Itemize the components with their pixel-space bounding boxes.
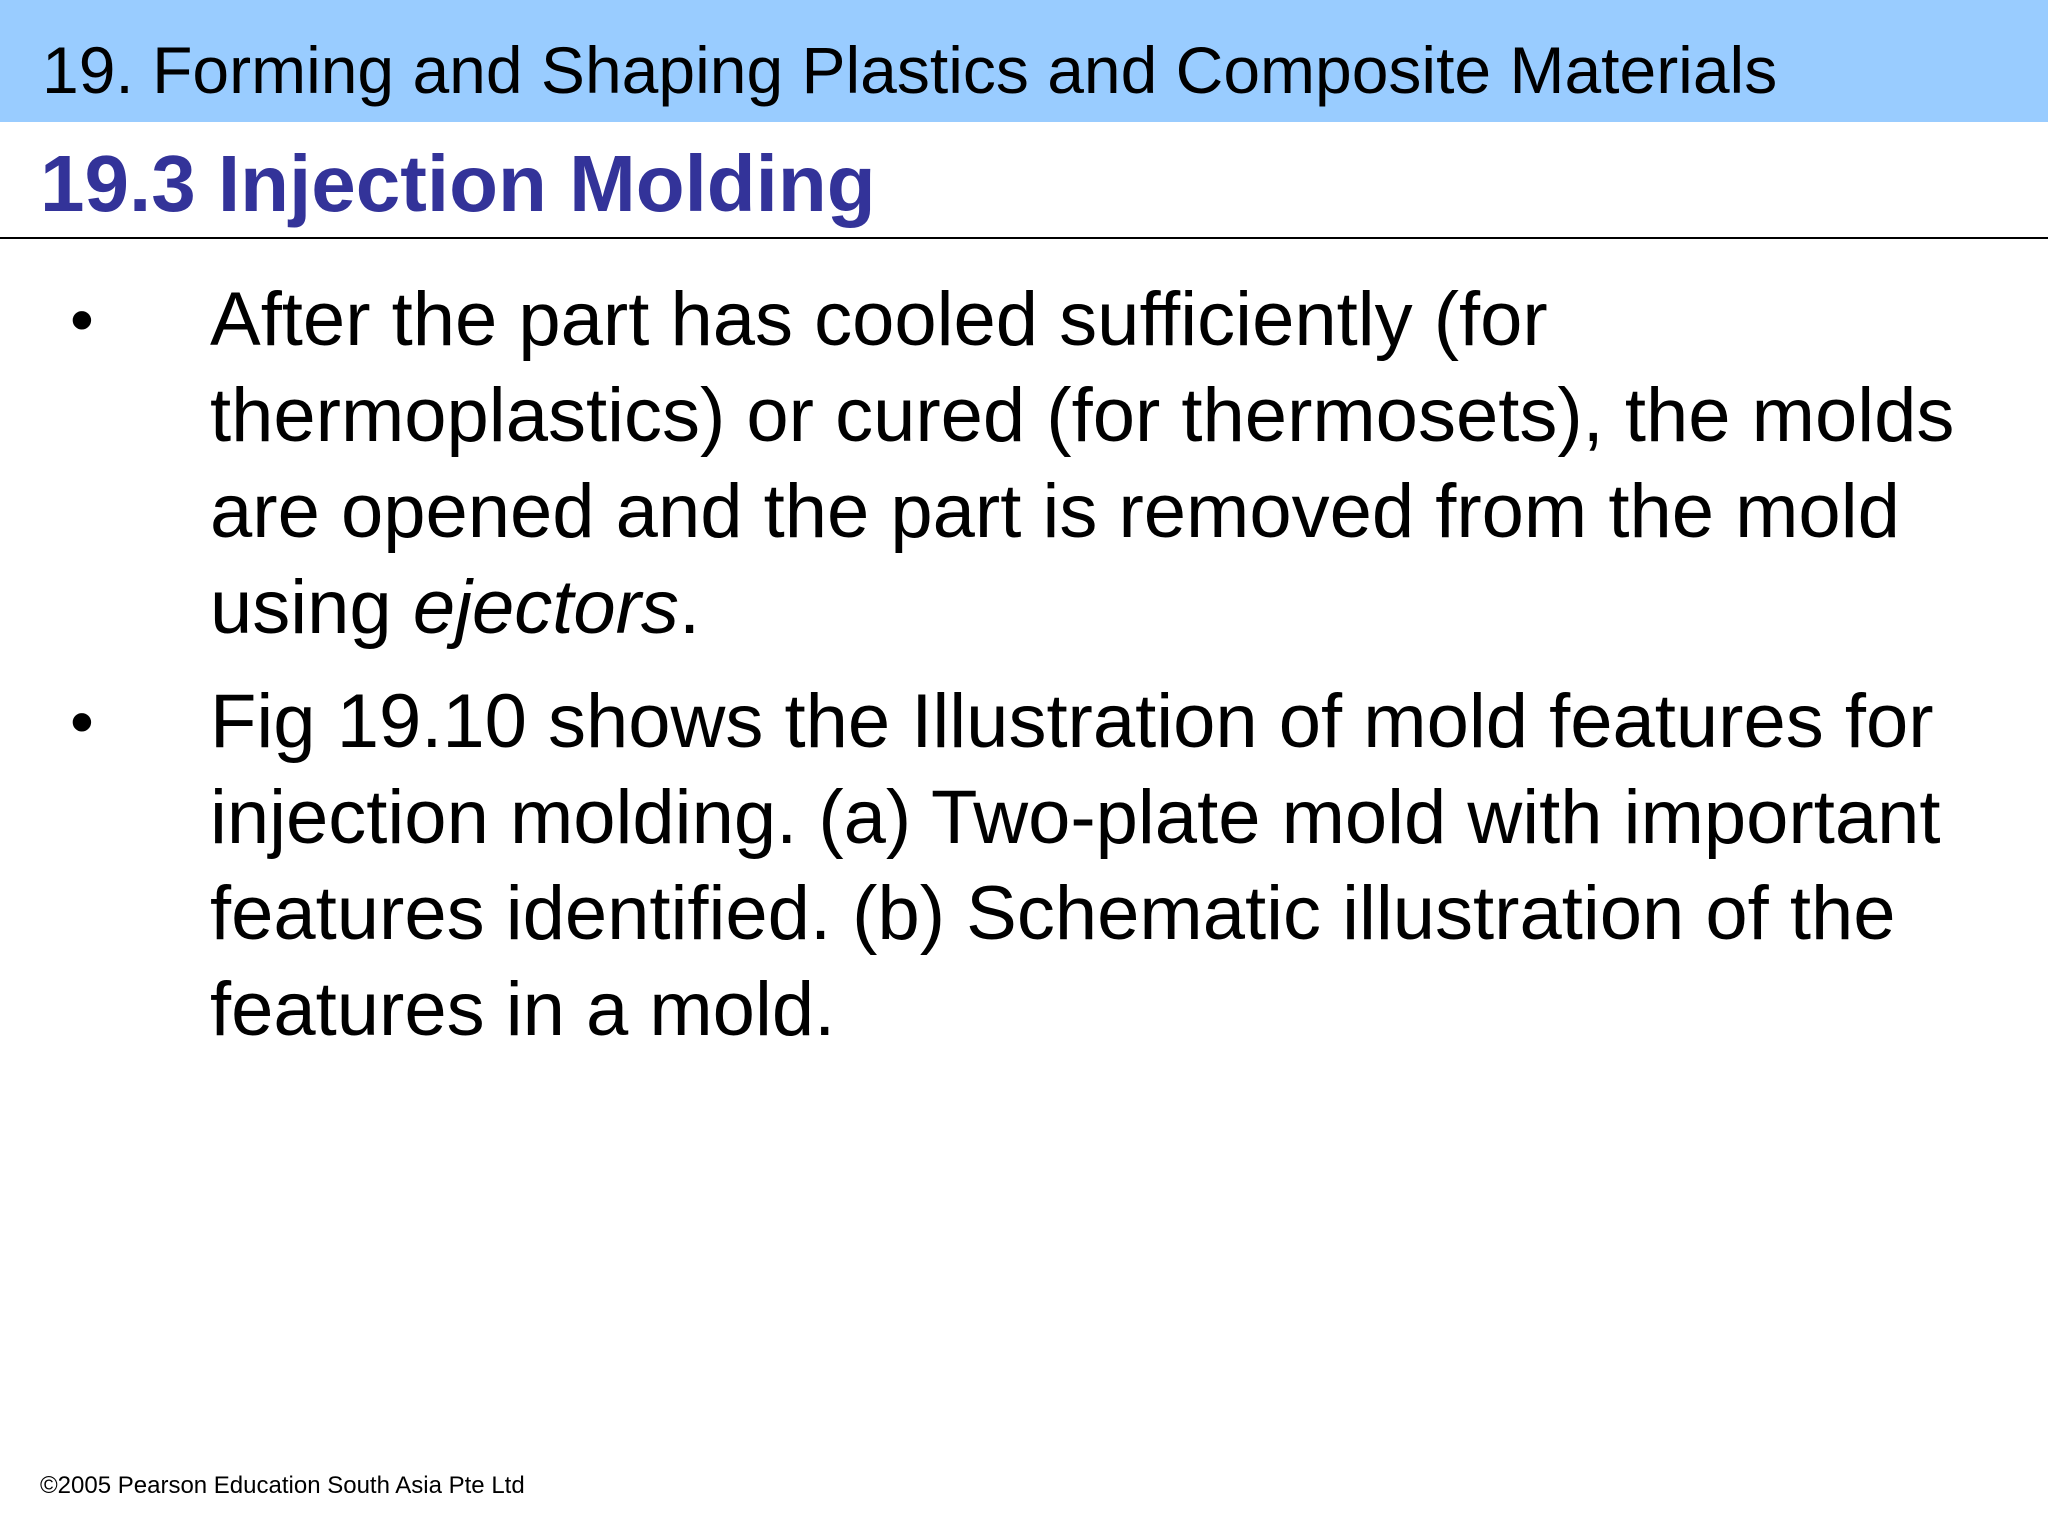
bullet-list xyxy=(0,272,2048,1076)
bullet-item-figure xyxy=(0,674,2048,1058)
bullet-marker: • xyxy=(70,282,94,358)
bullet-text-part: After the part has cooled sufficiently (for thermoplastics) or cured (for thermosets), the molds are opened and the part is removed from the mold using xyxy=(210,277,1955,650)
copyright-footer: ©2005 Pearson Education South Asia Pte Ltd xyxy=(40,1472,525,1499)
section-title: 19.3 Injection Molding xyxy=(40,139,876,228)
bullet-text: Fig 19.10 shows the Illustration of mold features for injection molding. (a) Two-plate mold with important features identified. (b) Schematic illustration of the features in a mold. xyxy=(210,679,1941,1052)
bullet-text xyxy=(210,272,1970,656)
bullet-marker: • xyxy=(70,684,94,760)
bullet-item-ejectors xyxy=(0,272,2048,656)
ejectors-term: ejectors xyxy=(412,565,679,650)
title-divider xyxy=(0,237,2048,239)
chapter-title: 19. Forming and Shaping Plastics and Composite Materials xyxy=(42,33,1778,107)
bullet-text-end: . xyxy=(678,565,701,650)
